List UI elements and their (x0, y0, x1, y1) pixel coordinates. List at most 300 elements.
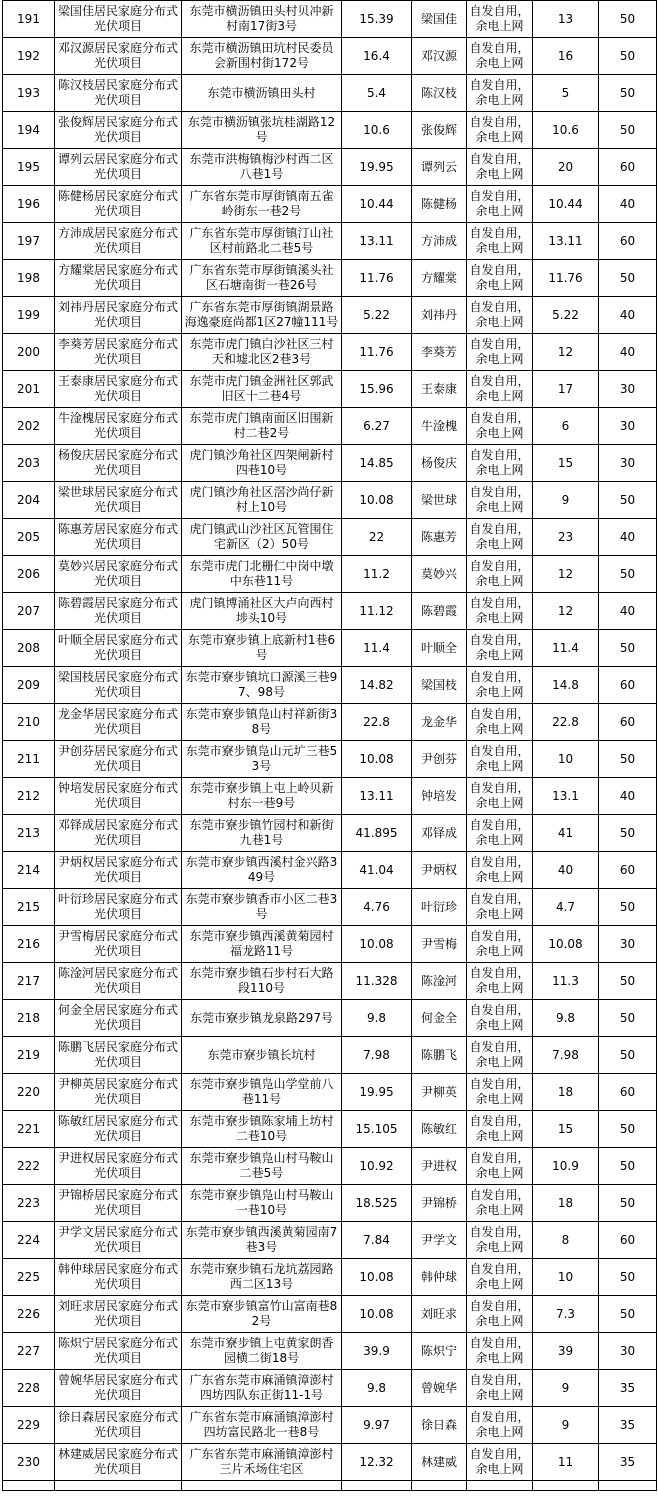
table-row (3, 408, 657, 445)
project-name-cell: 尹进权居民家庭分布式光伏项目 (55, 1148, 182, 1185)
owner-name-cell: 钟培发 (412, 778, 467, 815)
grid-mode-cell: 自发自用，余电上网 (467, 519, 533, 556)
project-address-cell: 东莞市寮步镇凫山村马鞍山二巷5号 (182, 1148, 342, 1185)
row-number-cell: 212 (3, 778, 55, 815)
grid-capacity-cell: 14.8 (533, 667, 599, 704)
grid-mode-cell: 自发自用，余电上网 (467, 704, 533, 741)
installed-capacity-cell: 9.97 (342, 1407, 412, 1444)
operating-years-cell: 60 (599, 149, 657, 186)
operating-years-cell: 50 (599, 482, 657, 519)
grid-mode-cell: 自发自用，余电上网 (467, 630, 533, 667)
row-number-cell: 191 (3, 1, 55, 38)
grid-capacity-cell: 5.22 (533, 297, 599, 334)
owner-name-cell: 陈淦河 (412, 963, 467, 1000)
table-row (3, 704, 657, 741)
table-row (3, 815, 657, 852)
owner-name-cell: 尹学文 (412, 1222, 467, 1259)
grid-mode-cell: 自发自用，余电上网 (467, 445, 533, 482)
project-name-cell: 李葵芳居民家庭分布式光伏项目 (55, 334, 182, 371)
project-name-cell: 尹创芬居民家庭分布式光伏项目 (55, 741, 182, 778)
grid-mode-cell: 自发自用，余电上网 (467, 408, 533, 445)
table-row (3, 1259, 657, 1296)
row-number-cell: 221 (3, 1111, 55, 1148)
grid-capacity-cell: 16 (533, 38, 599, 75)
table-row (3, 519, 657, 556)
owner-name-cell: 叶衍珍 (412, 889, 467, 926)
project-address-cell: 广东省东莞市厚街镇汀山社区村前路北二巷5号 (182, 223, 342, 260)
grid-mode-cell: 自发自用，余电上网 (467, 1222, 533, 1259)
project-name-cell: 韩仲球居民家庭分布式光伏项目 (55, 1259, 182, 1296)
grid-capacity-cell: 9 (533, 1407, 599, 1444)
installed-capacity-cell: 10.08 (342, 1259, 412, 1296)
operating-years-cell: 50 (599, 112, 657, 149)
project-name-cell: 钟培发居民家庭分布式光伏项目 (55, 778, 182, 815)
project-address-cell: 虎门镇沙角社区四架闸新村四巷10号 (182, 445, 342, 482)
project-address-cell: 东莞市寮步镇石龙坑荔园路西二区13号 (182, 1259, 342, 1296)
grid-capacity-cell: 41 (533, 815, 599, 852)
operating-years-cell: 50 (599, 889, 657, 926)
owner-name-cell: 梁世球 (412, 482, 467, 519)
grid-capacity-cell: 40 (533, 852, 599, 889)
project-address-cell: 东莞市寮步镇凫山学堂前八巷11号 (182, 1074, 342, 1111)
operating-years-cell: 35 (599, 1407, 657, 1444)
operating-years-cell: 50 (599, 1111, 657, 1148)
installed-capacity-cell: 16.4 (342, 38, 412, 75)
project-name-cell: 刘旺求居民家庭分布式光伏项目 (55, 1296, 182, 1333)
grid-mode-cell: 自发自用，余电上网 (467, 926, 533, 963)
installed-capacity-cell: 13.11 (342, 778, 412, 815)
operating-years-cell: 50 (599, 1000, 657, 1037)
table-row (3, 1296, 657, 1333)
owner-name-cell: 龙金华 (412, 704, 467, 741)
grid-mode-cell: 自发自用，余电上网 (467, 1074, 533, 1111)
grid-mode-cell: 自发自用，余电上网 (467, 260, 533, 297)
project-name-cell: 邓汉源居民家庭分布式光伏项目 (55, 38, 182, 75)
project-address-cell: 东莞市虎门镇金洲社区郭武旧区十二巷4号 (182, 371, 342, 408)
owner-name-cell: 谭列云 (412, 149, 467, 186)
project-address-cell: 东莞市寮步镇上屯黄家朗香园横二街18号 (182, 1333, 342, 1370)
row-number-cell: 216 (3, 926, 55, 963)
owner-name-cell: 叶顺全 (412, 630, 467, 667)
owner-name-cell: 尹炳权 (412, 852, 467, 889)
project-name-cell: 邓铎成居民家庭分布式光伏项目 (55, 815, 182, 852)
grid-mode-cell: 自发自用，余电上网 (467, 1259, 533, 1296)
installed-capacity-cell: 12.32 (342, 1444, 412, 1481)
row-number-cell: 203 (3, 445, 55, 482)
grid-capacity-cell: 17 (533, 371, 599, 408)
row-number-cell: 208 (3, 630, 55, 667)
project-name-cell: 梁世球居民家庭分布式光伏项目 (55, 482, 182, 519)
grid-capacity-cell: 15 (533, 445, 599, 482)
owner-name-cell: 尹进权 (412, 1148, 467, 1185)
table-row (3, 667, 657, 704)
project-name-cell: 陈敏红居民家庭分布式光伏项目 (55, 1111, 182, 1148)
project-name-cell: 徐日森居民家庭分布式光伏项目 (55, 1407, 182, 1444)
owner-name-cell: 邓铎成 (412, 815, 467, 852)
project-address-cell: 东莞市横沥镇田头村贝冲新村南17街3号 (182, 1, 342, 38)
project-address-cell: 虎门镇沙角社区滘沙尚仔新村上10号 (182, 482, 342, 519)
project-address-cell: 虎门镇武山沙社区瓦管围住宅新区（2）50号 (182, 519, 342, 556)
table-row (3, 334, 657, 371)
project-name-cell: 牛淦槐居民家庭分布式光伏项目 (55, 408, 182, 445)
owner-name-cell: 李葵芳 (412, 334, 467, 371)
project-name-cell: 张俊辉居民家庭分布式光伏项目 (55, 112, 182, 149)
grid-mode-cell: 自发自用，余电上网 (467, 1444, 533, 1481)
table-row (3, 1037, 657, 1074)
installed-capacity-cell: 9.8 (342, 1370, 412, 1407)
grid-capacity-cell: 9 (533, 1370, 599, 1407)
row-number-cell: 220 (3, 1074, 55, 1111)
table-row (3, 889, 657, 926)
grid-mode-cell: 自发自用，余电上网 (467, 889, 533, 926)
installed-capacity-cell: 7.98 (342, 1037, 412, 1074)
installed-capacity-cell: 14.82 (342, 667, 412, 704)
grid-capacity-cell: 10.6 (533, 112, 599, 149)
table-row (3, 260, 657, 297)
project-address-cell: 东莞市寮步镇长坑村 (182, 1037, 342, 1074)
table-row (3, 741, 657, 778)
grid-mode-cell: 自发自用，余电上网 (467, 1, 533, 38)
project-name-cell: 林建威居民家庭分布式光伏项目 (55, 1444, 182, 1481)
project-name-cell: 陈淦河居民家庭分布式光伏项目 (55, 963, 182, 1000)
project-name-cell: 陈惠芳居民家庭分布式光伏项目 (55, 519, 182, 556)
table-row (3, 852, 657, 889)
grid-mode-cell: 自发自用，余电上网 (467, 1370, 533, 1407)
row-number-cell: 199 (3, 297, 55, 334)
owner-name-cell: 方沛成 (412, 223, 467, 260)
installed-capacity-cell: 9.8 (342, 1000, 412, 1037)
project-name-cell: 陈健杨居民家庭分布式光伏项目 (55, 186, 182, 223)
grid-capacity-cell: 18 (533, 1185, 599, 1222)
grid-capacity-cell: 12 (533, 334, 599, 371)
operating-years-cell: 30 (599, 408, 657, 445)
table-row (3, 1333, 657, 1370)
operating-years-cell: 35 (599, 1370, 657, 1407)
installed-capacity-cell: 10.92 (342, 1148, 412, 1185)
table-row (3, 445, 657, 482)
project-address-cell: 东莞市寮步镇龙泉路297号 (182, 1000, 342, 1037)
project-name-cell: 尹学文居民家庭分布式光伏项目 (55, 1222, 182, 1259)
installed-capacity-cell: 11.12 (342, 593, 412, 630)
table-row (3, 1407, 657, 1444)
row-number-cell: 224 (3, 1222, 55, 1259)
owner-name-cell: 牛淦槐 (412, 408, 467, 445)
grid-capacity-cell: 22.8 (533, 704, 599, 741)
row-number-cell: 228 (3, 1370, 55, 1407)
row-number-cell: 204 (3, 482, 55, 519)
row-number-cell: 193 (3, 75, 55, 112)
installed-capacity-cell: 14.85 (342, 445, 412, 482)
row-number-cell: 205 (3, 519, 55, 556)
installed-capacity-cell: 10.08 (342, 482, 412, 519)
table-row (3, 186, 657, 223)
project-name-cell: 陈碧霞居民家庭分布式光伏项目 (55, 593, 182, 630)
project-name-cell: 叶衍珍居民家庭分布式光伏项目 (55, 889, 182, 926)
installed-capacity-cell: 22 (342, 519, 412, 556)
row-number-cell: 197 (3, 223, 55, 260)
grid-capacity-cell: 10.08 (533, 926, 599, 963)
owner-name-cell: 陈惠芳 (412, 519, 467, 556)
grid-mode-cell: 自发自用，余电上网 (467, 852, 533, 889)
project-address-cell: 广东省东莞市麻涌镇漳澎村四坊四队东正街11-1号 (182, 1370, 342, 1407)
grid-capacity-cell: 15 (533, 1111, 599, 1148)
project-name-cell: 龙金华居民家庭分布式光伏项目 (55, 704, 182, 741)
operating-years-cell: 60 (599, 1222, 657, 1259)
operating-years-cell: 30 (599, 445, 657, 482)
project-name-cell: 方耀棠居民家庭分布式光伏项目 (55, 260, 182, 297)
operating-years-cell: 50 (599, 260, 657, 297)
grid-mode-cell: 自发自用，余电上网 (467, 1037, 533, 1074)
project-address-cell: 广东省东莞市麻涌镇漳澎村四坊富民路北一巷8号 (182, 1407, 342, 1444)
grid-capacity-cell: 11.4 (533, 630, 599, 667)
grid-mode-cell: 自发自用，余电上网 (467, 112, 533, 149)
row-number-cell: 198 (3, 260, 55, 297)
project-name-cell: 曾婉华居民家庭分布式光伏项目 (55, 1370, 182, 1407)
project-address-cell: 东莞市寮步镇西溪村金兴路349号 (182, 852, 342, 889)
project-address-cell: 广东省东莞市厚街镇湖景路海逸豪庭尚都1区27幢111号 (182, 297, 342, 334)
installed-capacity-cell: 41.895 (342, 815, 412, 852)
operating-years-cell: 35 (599, 1444, 657, 1481)
installed-capacity-cell: 13.11 (342, 223, 412, 260)
installed-capacity-cell: 4.76 (342, 889, 412, 926)
owner-name-cell: 刘祎丹 (412, 297, 467, 334)
grid-mode-cell: 自发自用，余电上网 (467, 1185, 533, 1222)
grid-mode-cell: 自发自用，余电上网 (467, 1296, 533, 1333)
project-name-cell: 方沛成居民家庭分布式光伏项目 (55, 223, 182, 260)
project-address-cell: 东莞市寮步镇上底新村1巷6号 (182, 630, 342, 667)
grid-mode-cell: 自发自用，余电上网 (467, 778, 533, 815)
operating-years-cell: 50 (599, 1185, 657, 1222)
installed-capacity-cell: 19.95 (342, 149, 412, 186)
installed-capacity-cell: 10.6 (342, 112, 412, 149)
row-number-cell: 202 (3, 408, 55, 445)
grid-capacity-cell: 20 (533, 149, 599, 186)
operating-years-cell: 50 (599, 1259, 657, 1296)
installed-capacity-cell: 5.4 (342, 75, 412, 112)
table-row (3, 38, 657, 75)
row-number-cell: 200 (3, 334, 55, 371)
installed-capacity-cell: 22.8 (342, 704, 412, 741)
project-address-cell: 东莞市洪梅镇梅沙村西二区八巷1号 (182, 149, 342, 186)
grid-mode-cell: 自发自用，余电上网 (467, 556, 533, 593)
operating-years-cell: 60 (599, 223, 657, 260)
installed-capacity-cell: 11.2 (342, 556, 412, 593)
installed-capacity-cell: 10.44 (342, 186, 412, 223)
operating-years-cell: 40 (599, 186, 657, 223)
table-row (3, 1, 657, 38)
grid-capacity-cell: 11.76 (533, 260, 599, 297)
grid-capacity-cell: 13.1 (533, 778, 599, 815)
owner-name-cell: 尹锦桥 (412, 1185, 467, 1222)
table-row (3, 1148, 657, 1185)
project-address-cell: 东莞市横沥镇田坑村民委员会新围村街172号 (182, 38, 342, 75)
installed-capacity-cell: 39.9 (342, 1333, 412, 1370)
owner-name-cell: 曾婉华 (412, 1370, 467, 1407)
operating-years-cell: 40 (599, 334, 657, 371)
owner-name-cell: 梁国枝 (412, 667, 467, 704)
owner-name-cell: 尹创芬 (412, 741, 467, 778)
operating-years-cell: 50 (599, 1037, 657, 1074)
row-number-cell: 225 (3, 1259, 55, 1296)
grid-mode-cell: 自发自用，余电上网 (467, 1000, 533, 1037)
project-name-cell: 叶顺全居民家庭分布式光伏项目 (55, 630, 182, 667)
table-row (3, 1444, 657, 1481)
owner-name-cell: 陈炽宁 (412, 1333, 467, 1370)
project-address-cell: 东莞市寮步镇富竹山富南巷82号 (182, 1296, 342, 1333)
grid-capacity-cell: 12 (533, 556, 599, 593)
project-name-cell: 陈炽宁居民家庭分布式光伏项目 (55, 1333, 182, 1370)
project-address-cell: 东莞市寮步镇竹园村和新街九巷1号 (182, 815, 342, 852)
grid-capacity-cell: 7.98 (533, 1037, 599, 1074)
operating-years-cell: 50 (599, 38, 657, 75)
grid-mode-cell: 自发自用，余电上网 (467, 1407, 533, 1444)
owner-name-cell: 方耀棠 (412, 260, 467, 297)
owner-name-cell: 陈敏红 (412, 1111, 467, 1148)
grid-capacity-cell: 6 (533, 408, 599, 445)
project-address-cell: 东莞市虎门北栅仁中岗中墩中东巷11号 (182, 556, 342, 593)
row-number-cell: 195 (3, 149, 55, 186)
row-number-cell: 227 (3, 1333, 55, 1370)
grid-capacity-cell: 7.3 (533, 1296, 599, 1333)
grid-capacity-cell: 9 (533, 482, 599, 519)
project-address-cell: 广东省东莞市麻涌镇漳澎村三片禾场住宅区 (182, 1444, 342, 1481)
table-row (3, 223, 657, 260)
grid-capacity-cell: 13 (533, 1, 599, 38)
operating-years-cell: 50 (599, 963, 657, 1000)
installed-capacity-cell: 18.525 (342, 1185, 412, 1222)
operating-years-cell: 60 (599, 852, 657, 889)
owner-name-cell: 何金全 (412, 1000, 467, 1037)
operating-years-cell: 50 (599, 1148, 657, 1185)
operating-years-cell: 60 (599, 704, 657, 741)
row-number-cell: 214 (3, 852, 55, 889)
row-number-cell: 207 (3, 593, 55, 630)
grid-mode-cell: 自发自用，余电上网 (467, 149, 533, 186)
installed-capacity-cell: 7.84 (342, 1222, 412, 1259)
project-address-cell: 东莞市虎门镇白沙社区三村天和墟北区2巷3号 (182, 334, 342, 371)
installed-capacity-cell: 10.08 (342, 741, 412, 778)
table-row (3, 963, 657, 1000)
row-number-cell: 230 (3, 1444, 55, 1481)
grid-mode-cell: 自发自用，余电上网 (467, 963, 533, 1000)
table-row (3, 1185, 657, 1222)
owner-name-cell: 陈汉枝 (412, 75, 467, 112)
owner-name-cell: 梁国佳 (412, 1, 467, 38)
owner-name-cell: 王泰康 (412, 371, 467, 408)
grid-mode-cell: 自发自用，余电上网 (467, 75, 533, 112)
row-number-cell: 194 (3, 112, 55, 149)
table-row (3, 75, 657, 112)
installed-capacity-cell: 5.22 (342, 297, 412, 334)
owner-name-cell: 林建威 (412, 1444, 467, 1481)
installed-capacity-cell: 10.08 (342, 1296, 412, 1333)
row-number-cell: 210 (3, 704, 55, 741)
grid-mode-cell: 自发自用，余电上网 (467, 334, 533, 371)
table-row (3, 926, 657, 963)
operating-years-cell: 50 (599, 1296, 657, 1333)
table-row (3, 1074, 657, 1111)
table-row (3, 593, 657, 630)
row-number-cell: 196 (3, 186, 55, 223)
table-row (3, 297, 657, 334)
owner-name-cell: 陈鹏飞 (412, 1037, 467, 1074)
grid-mode-cell: 自发自用，余电上网 (467, 815, 533, 852)
project-address-cell: 东莞市寮步镇香市小区二巷3号 (182, 889, 342, 926)
project-address-cell: 东莞市寮步镇陈家埔上坊村二巷10号 (182, 1111, 342, 1148)
grid-capacity-cell: 4.7 (533, 889, 599, 926)
installed-capacity-cell: 11.4 (342, 630, 412, 667)
project-name-cell: 陈鹏飞居民家庭分布式光伏项目 (55, 1037, 182, 1074)
operating-years-cell: 40 (599, 297, 657, 334)
grid-capacity-cell: 10 (533, 1259, 599, 1296)
table-row (3, 482, 657, 519)
project-address-cell: 东莞市寮步镇凫山村马鞍山一巷10号 (182, 1185, 342, 1222)
grid-capacity-cell: 11.3 (533, 963, 599, 1000)
row-number-cell: 226 (3, 1296, 55, 1333)
operating-years-cell: 50 (599, 1, 657, 38)
grid-capacity-cell: 11 (533, 1444, 599, 1481)
row-number-cell: 211 (3, 741, 55, 778)
grid-mode-cell: 自发自用，余电上网 (467, 482, 533, 519)
grid-mode-cell: 自发自用，余电上网 (467, 1148, 533, 1185)
owner-name-cell: 尹柳英 (412, 1074, 467, 1111)
grid-capacity-cell: 10 (533, 741, 599, 778)
owner-name-cell: 杨俊庆 (412, 445, 467, 482)
owner-name-cell: 莫妙兴 (412, 556, 467, 593)
project-name-cell: 刘祎丹居民家庭分布式光伏项目 (55, 297, 182, 334)
project-name-cell: 陈汉枝居民家庭分布式光伏项目 (55, 75, 182, 112)
owner-name-cell: 徐日森 (412, 1407, 467, 1444)
operating-years-cell: 50 (599, 556, 657, 593)
project-name-cell: 梁国枝居民家庭分布式光伏项目 (55, 667, 182, 704)
grid-capacity-cell: 5 (533, 75, 599, 112)
operating-years-cell: 60 (599, 667, 657, 704)
grid-capacity-cell: 10.44 (533, 186, 599, 223)
project-name-cell: 王泰康居民家庭分布式光伏项目 (55, 371, 182, 408)
project-name-cell: 谭列云居民家庭分布式光伏项目 (55, 149, 182, 186)
row-number-cell: 192 (3, 38, 55, 75)
owner-name-cell: 韩仲球 (412, 1259, 467, 1296)
row-number-cell: 215 (3, 889, 55, 926)
grid-capacity-cell: 13.11 (533, 223, 599, 260)
operating-years-cell: 40 (599, 593, 657, 630)
table-row (3, 778, 657, 815)
table-row (3, 149, 657, 186)
project-address-cell: 东莞市寮步镇石步村石大路段110号 (182, 963, 342, 1000)
project-address-cell: 虎门镇博涌社区大卢向西村埗头10号 (182, 593, 342, 630)
grid-capacity-cell: 18 (533, 1074, 599, 1111)
project-address-cell: 东莞市寮步镇上屯上岭贝新村东一巷9号 (182, 778, 342, 815)
table-row (3, 556, 657, 593)
operating-years-cell: 50 (599, 75, 657, 112)
row-number-cell: 222 (3, 1148, 55, 1185)
row-number-cell: 217 (3, 963, 55, 1000)
installed-capacity-cell: 15.39 (342, 1, 412, 38)
operating-years-cell: 60 (599, 1074, 657, 1111)
operating-years-cell: 50 (599, 815, 657, 852)
grid-capacity-cell: 23 (533, 519, 599, 556)
grid-mode-cell: 自发自用，余电上网 (467, 297, 533, 334)
table-row (3, 1222, 657, 1259)
installed-capacity-cell: 41.04 (342, 852, 412, 889)
row-number-cell: 201 (3, 371, 55, 408)
project-name-cell: 尹炳权居民家庭分布式光伏项目 (55, 852, 182, 889)
installed-capacity-cell: 11.76 (342, 260, 412, 297)
operating-years-cell: 30 (599, 926, 657, 963)
table-body (3, 0, 657, 1491)
grid-mode-cell: 自发自用，余电上网 (467, 741, 533, 778)
project-address-cell: 东莞市横沥镇张坑桂湖路12号 (182, 112, 342, 149)
